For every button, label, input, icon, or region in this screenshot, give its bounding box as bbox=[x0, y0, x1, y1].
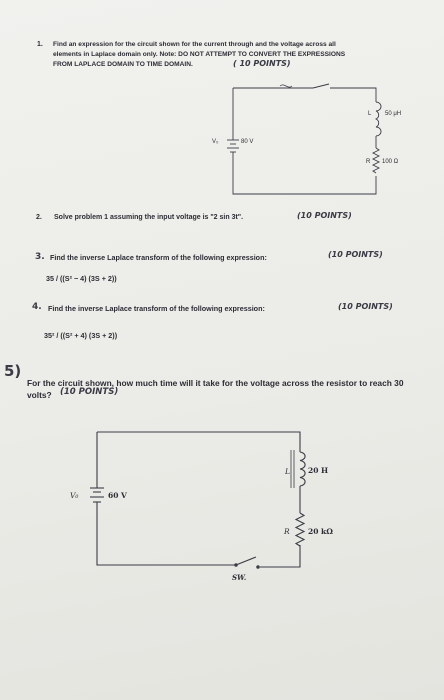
circuit-2-inductor-core bbox=[291, 450, 294, 488]
q1-number: 1. bbox=[37, 41, 43, 48]
circuit-1-source-value: 80 V bbox=[241, 139, 254, 145]
circuit-2-resistor-name: R bbox=[284, 527, 290, 536]
q2-points: (10 POINTS) bbox=[297, 211, 352, 220]
circuit-2-inductor bbox=[300, 452, 305, 486]
circuit-2-source-value: 60 V bbox=[108, 491, 127, 500]
circuit-2-source-name: V₀ bbox=[70, 491, 79, 500]
circuit-2-switch bbox=[236, 557, 256, 565]
q5-points: (10 POINTS) bbox=[60, 387, 119, 397]
circuit-1-resistor-name: R bbox=[366, 159, 371, 165]
q4-text: Find the inverse Laplace transform of the following expression: bbox=[48, 304, 265, 313]
circuit-2-inductor-value: 20 H bbox=[308, 466, 329, 475]
q3-number: 3. bbox=[35, 252, 45, 262]
q1-text-line1: Find an expression for the circuit shown for the current through and the voltage across all bbox=[53, 41, 336, 48]
q5-text-line1: For the circuit shown, how much time will it take for the voltage across the resistor to reach 30 bbox=[27, 378, 404, 388]
q1-points: ( 10 POINTS) bbox=[233, 59, 291, 68]
q3-points: (10 POINTS) bbox=[328, 250, 383, 259]
q1-text-line3: FROM LAPLACE DOMAIN TO TIME DOMAIN. bbox=[53, 61, 193, 68]
q5-text-line2: volts? bbox=[27, 390, 52, 400]
q1-text-line2: elements in Laplace domain only. Note: DO NOT ATTEMPT TO CONVERT THE EXPRESSIONS bbox=[53, 51, 346, 58]
q4-points: (10 POINTS) bbox=[338, 302, 393, 311]
circuit-2-resistor bbox=[296, 513, 304, 546]
circuit-1-resistor-value: 100 Ω bbox=[382, 159, 399, 165]
q4-expression: 35² / ((S² + 4) (3S + 2)) bbox=[44, 331, 118, 340]
circuit-2-inductor-name: L bbox=[285, 467, 290, 476]
circuit-1-inductor-name: L bbox=[368, 111, 372, 117]
circuit-1-inductor-value: 50 μH bbox=[385, 111, 402, 117]
circuit-2-resistor-value: 20 kΩ bbox=[308, 527, 333, 536]
q2-text: Solve problem 1 assuming the input voltage is "2 sin 3t". bbox=[54, 214, 244, 221]
circuit-2-switch-label: SW. bbox=[232, 573, 247, 582]
circuit-2-battery bbox=[90, 488, 104, 502]
q4-number: 4. bbox=[32, 302, 42, 312]
q3-expression: 35 / ((S² − 4) (3S + 2)) bbox=[46, 274, 117, 283]
q5-number: 5) bbox=[4, 362, 22, 380]
circuit-2-wires bbox=[97, 432, 300, 567]
q2-number: 2. bbox=[36, 214, 42, 221]
circuit-1-source-name: V₀ bbox=[212, 139, 219, 145]
q3-text: Find the inverse Laplace transform of the following expression: bbox=[50, 253, 267, 262]
